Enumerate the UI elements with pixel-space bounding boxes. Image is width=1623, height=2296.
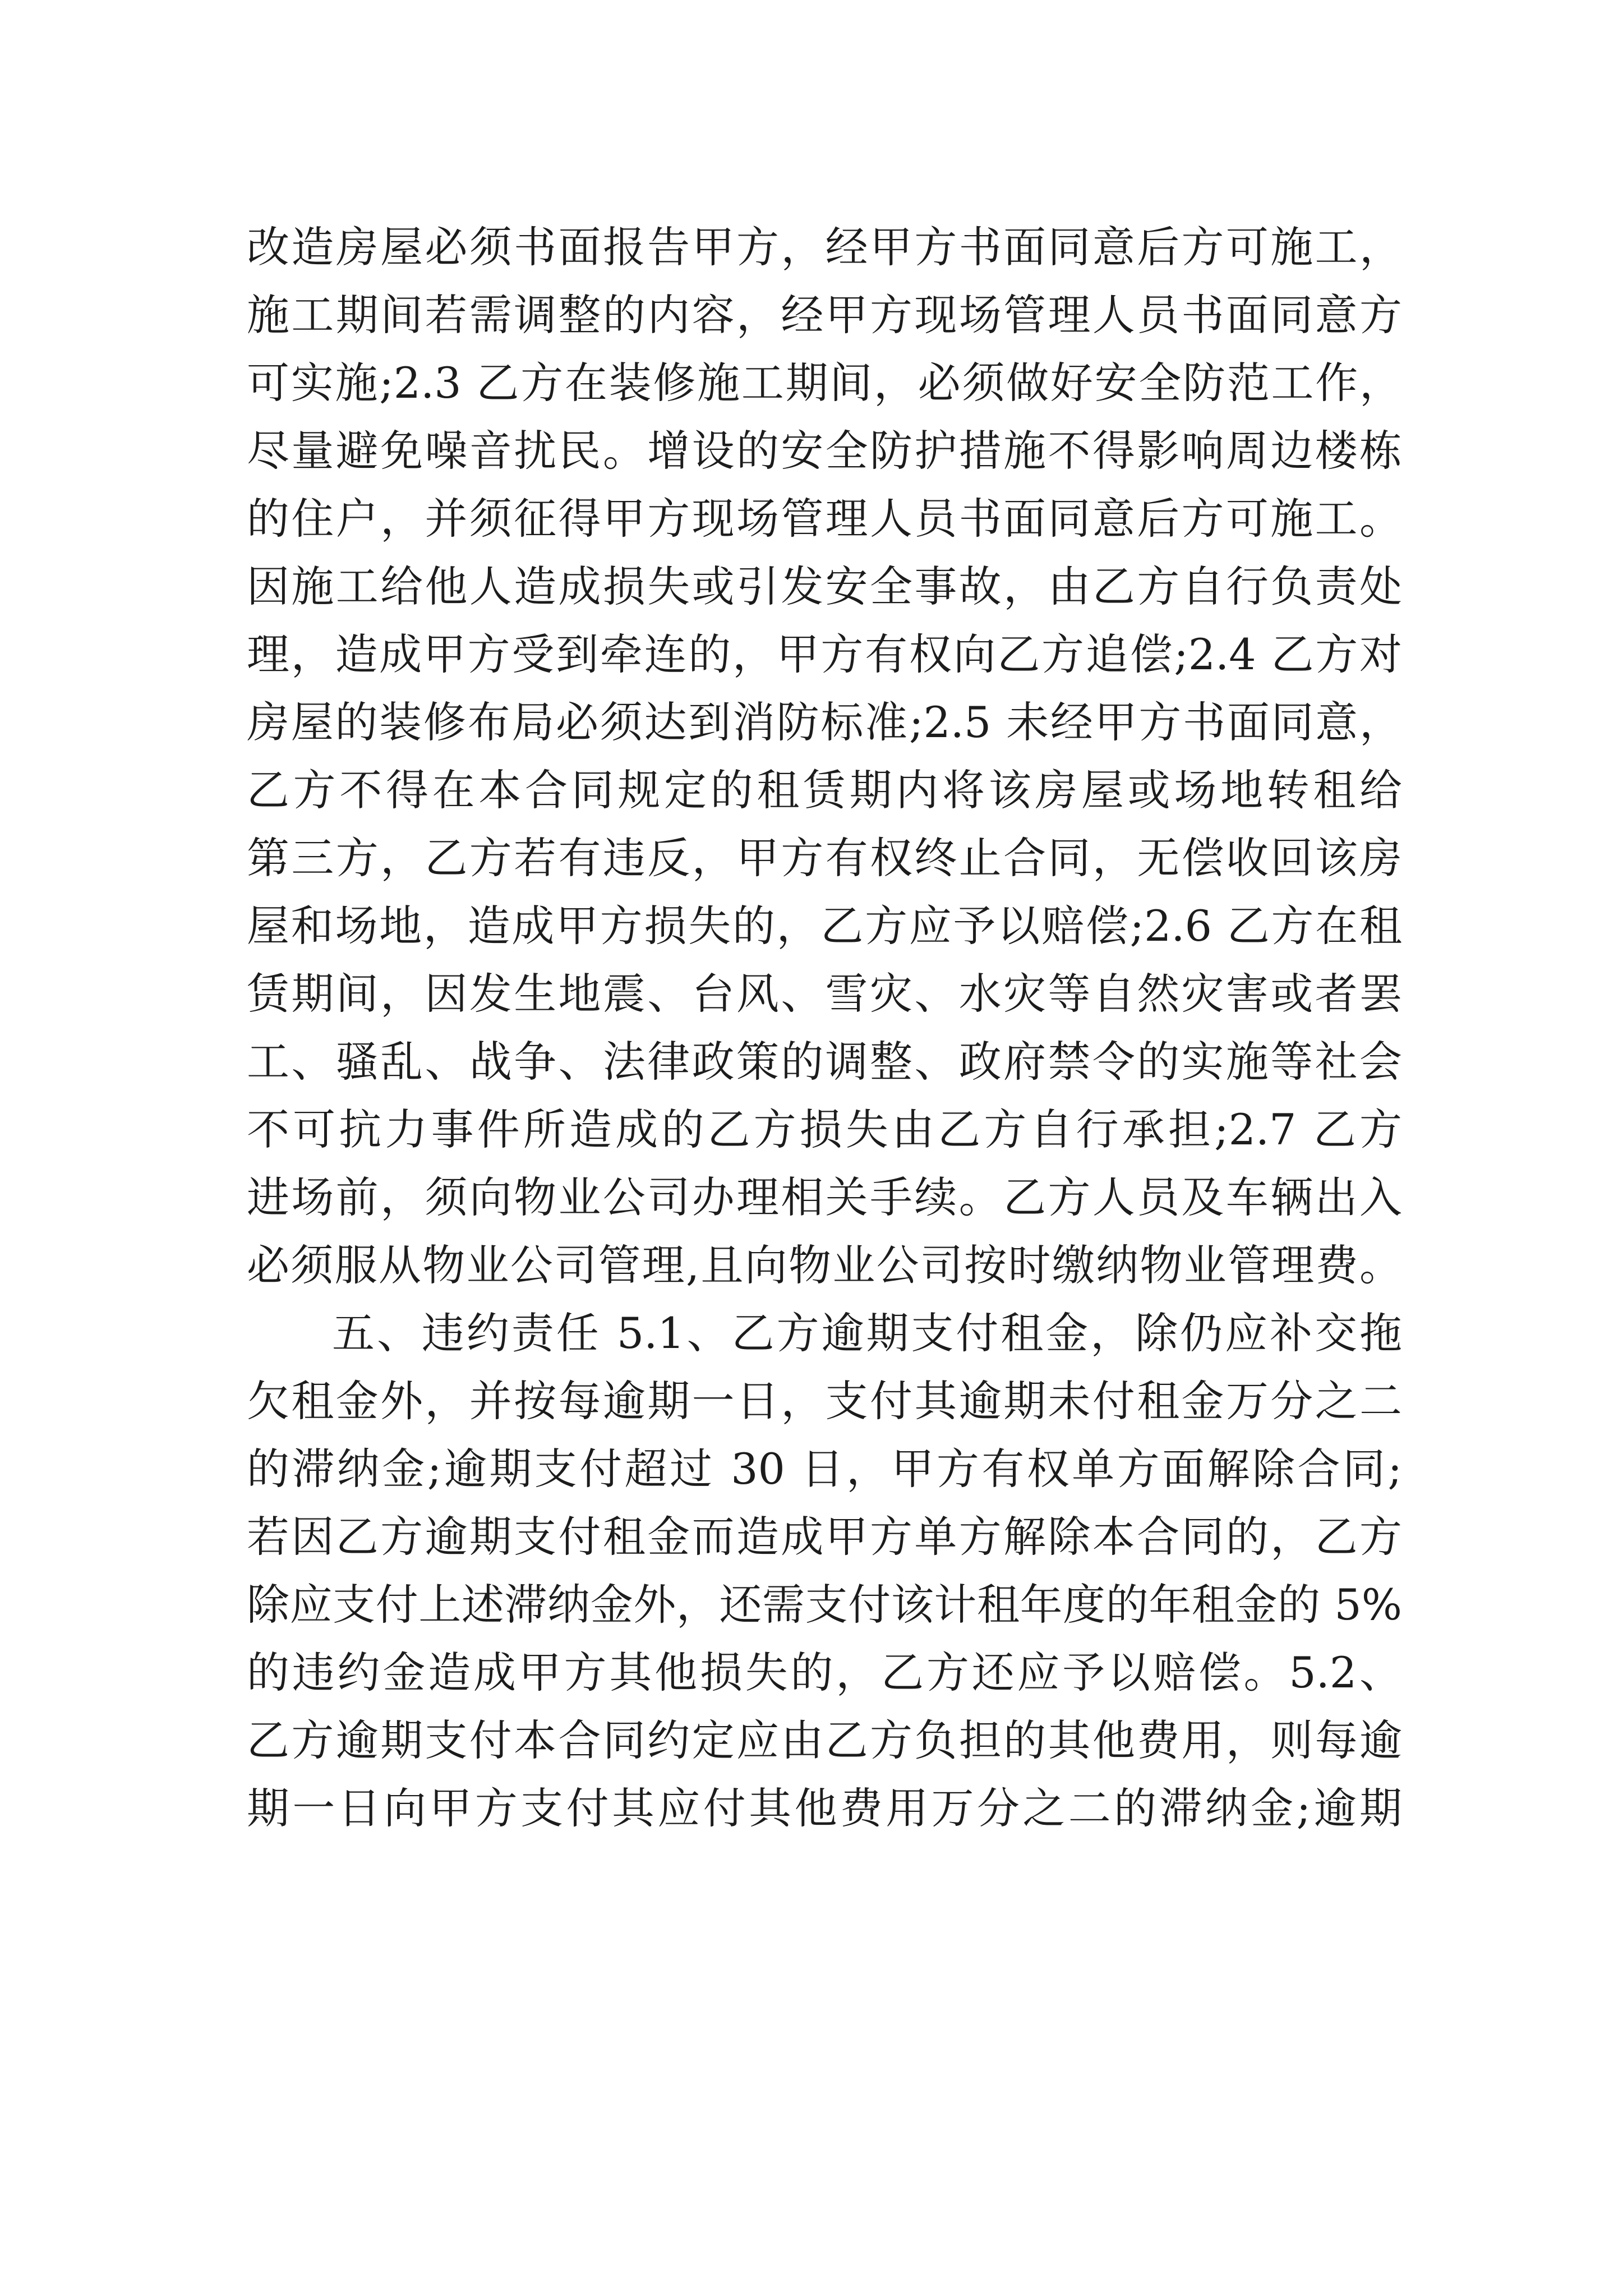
text-line: 第三方，乙方若有违反，甲方有权终止合同，无偿收回该房 <box>247 833 1402 883</box>
text-line: 改造房屋必须书面报告甲方，经甲方书面同意后方可施工， <box>247 222 1402 272</box>
text-line: 尽量避免噪音扰民。增设的安全防护措施不得影响周边楼栋 <box>247 426 1402 476</box>
text-line: 因施工给他人造成损失或引发安全事故，由乙方自行负责处 <box>247 562 1402 611</box>
text-line: 的违约金造成甲方其他损失的，乙方还应予以赔偿。5.2、 <box>247 1648 1402 1697</box>
text-line: 进场前，须向物业公司办理相关手续。乙方人员及车辆出入 <box>247 1172 1402 1222</box>
text-line: 乙方逾期支付本合同约定应由乙方负担的其他费用，则每逾 <box>247 1715 1402 1765</box>
text-line: 必须服从物业公司管理,且向物业公司按时缴纳物业管理费。 <box>247 1240 1402 1290</box>
text-line: 施工期间若需调整的内容，经甲方现场管理人员书面同意方 <box>247 290 1402 340</box>
text-line: 的住户，并须征得甲方现场管理人员书面同意后方可施工。 <box>247 494 1402 544</box>
text-line: 若因乙方逾期支付租金而造成甲方单方解除本合同的，乙方 <box>247 1512 1402 1562</box>
text-line: 屋和场地，造成甲方损失的，乙方应予以赔偿;2.6 乙方在租 <box>247 901 1402 951</box>
text-line: 除应支付上述滞纳金外，还需支付该计租年度的年租金的 5% <box>247 1580 1402 1630</box>
text-line: 可实施;2.3 乙方在装修施工期间，必须做好安全防范工作， <box>247 358 1402 408</box>
text-line: 工、骚乱、战争、法律政策的调整、政府禁令的实施等社会 <box>247 1037 1402 1087</box>
text-line: 理，造成甲方受到牵连的，甲方有权向乙方追偿;2.4 乙方对 <box>247 629 1402 679</box>
text-line: 不可抗力事件所造成的乙方损失由乙方自行承担;2.7 乙方 <box>247 1105 1402 1154</box>
contract-text <box>247 213 1402 1842</box>
text-line: 欠租金外，并按每逾期一日，支付其逾期未付租金万分之二 <box>247 1376 1402 1426</box>
text-line: 赁期间，因发生地震、台风、雪灾、水灾等自然灾害或者罢 <box>247 969 1402 1019</box>
text-line: 期一日向甲方支付其应付其他费用万分之二的滞纳金;逾期 <box>247 1783 1402 1833</box>
text-line: 房屋的装修布局必须达到消防标准;2.5 未经甲方书面同意， <box>247 697 1402 747</box>
section-five-heading-line: 五、违约责任 5.1、乙方逾期支付租金，除仍应补交拖 <box>332 1308 1402 1358</box>
text-line: 的滞纳金;逾期支付超过 30 日，甲方有权单方面解除合同; <box>247 1444 1402 1494</box>
text-line: 乙方不得在本合同规定的租赁期内将该房屋或场地转租给 <box>247 765 1402 815</box>
